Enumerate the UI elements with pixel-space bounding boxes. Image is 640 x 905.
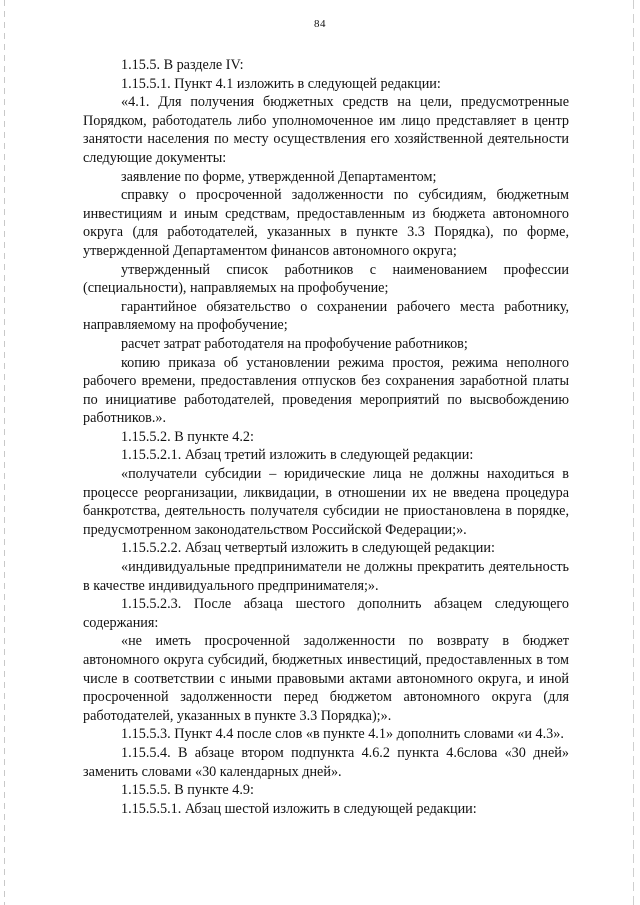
- paragraph: 1.15.5.2.2. Абзац четвертый изложить в следующей редакции:: [121, 540, 495, 557]
- scan-edge-left: [4, 0, 5, 905]
- paragraph: утвержденный список работников с наименованием профессии (специальности), направляемых на профобучение;: [83, 261, 569, 297]
- paragraph: 1.15.5.1. Пункт 4.1 изложить в следующей редакции:: [121, 75, 441, 92]
- paragraph: «4.1. Для получения бюджетных средств на цели, предусмотренные Порядком, работодатель либо уполномоченное им лицо представляет в центр занятости населения по месту осуществления его хозяйственной деятельности следующие документы:: [83, 94, 569, 166]
- paragraph: 1.15.5.2.1. Абзац третий изложить в следующей редакции:: [121, 447, 474, 464]
- paragraph: заявление по форме, утвержденной Департаментом;: [121, 168, 437, 185]
- document-body: [83, 56, 569, 818]
- paragraph: расчет затрат работодателя на профобучение работников;: [121, 335, 468, 352]
- paragraph: справку о просроченной задолженности по субсидиям, бюджетным инвестициям и иным средствам, предоставленным из бюджета автономного округа (для работодателей, указанных в пункте 3.3 Порядка), по форме, утвержденной Департаментом финансов автономного округа;: [83, 187, 569, 259]
- paragraph: «не иметь просроченной задолженности по возврату в бюджет автономного округа субсидий, бюджетных инвестиций, предоставленных в том числе в соответствии с иными правовыми актами автономного округа, и иной просроченной задолженности перед бюджетом автономного округа (для работодателей, указанных в пункте 3.3 Порядка);».: [83, 633, 569, 724]
- paragraph: копию приказа об установлении режима простоя, режима неполного рабочего времени, предоставления отпусков без сохранения заработной платы по инициативе работодателей, проведения мероприятий по высвобождению работников.».: [83, 354, 569, 427]
- paragraph: 1.15.5.5.1. Абзац шестой изложить в следующей редакции:: [121, 800, 477, 817]
- paragraph: «получатели субсидии – юридические лица не должны находиться в процессе реорганизации, ликвидации, в отношении их не введена процедура банкротства, деятельность получателя субсидии не приостановлена в порядке, предусмотренном законодательством Российской Федерации;».: [83, 466, 569, 538]
- paragraph: 1.15.5.2. В пункте 4.2:: [121, 428, 254, 445]
- paragraph: «индивидуальные предприниматели не должны прекратить деятельность в качестве индивидуального предпринимателя;».: [83, 559, 569, 594]
- scan-edge-right: [633, 0, 634, 905]
- paragraph: 1.15.5.4. В абзаце втором подпункта 4.6.2 пункта 4.6слова «30 дней» заменить словами «30 календарных дней».: [83, 744, 569, 780]
- paragraph: 1.15.5.3. Пункт 4.4 после слов «в пункте 4.1» дополнить словами «и 4.3».: [121, 726, 564, 743]
- paragraph: 1.15.5.5. В пункте 4.9:: [121, 782, 254, 799]
- paragraph: гарантийное обязательство о сохранении рабочего места работнику, направляемому на профобучение;: [83, 298, 569, 334]
- page-number: 84: [314, 18, 326, 30]
- paragraph: 1.15.5.2.3. После абзаца шестого дополнить абзацем следующего содержания:: [83, 596, 569, 631]
- paragraph: 1.15.5. В разделе IV:: [121, 57, 244, 73]
